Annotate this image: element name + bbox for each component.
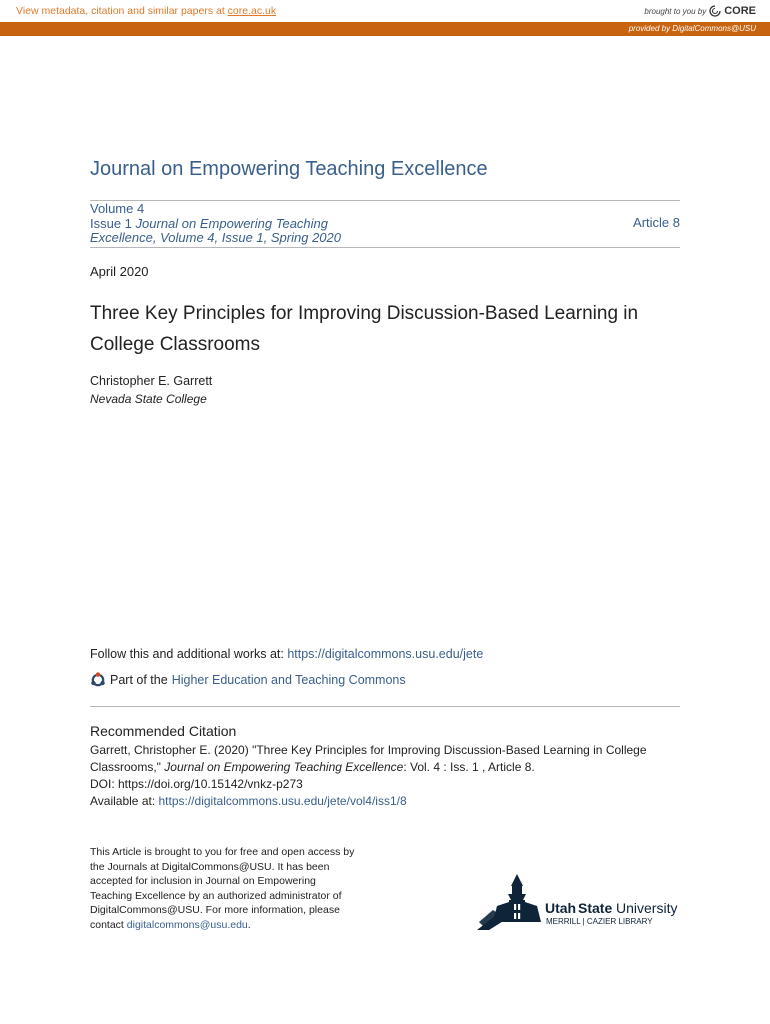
core-wordmark: CORE — [724, 5, 756, 17]
logo-utah: Utah — [545, 900, 577, 916]
citation-doi: DOI: https://doi.org/10.15142/vnkz-p273 — [90, 777, 303, 791]
publication-date: April 2020 — [90, 264, 149, 279]
metadata-text: View metadata, citation and similar papers at — [16, 5, 228, 17]
issue-link[interactable] — [90, 217, 680, 232]
contact-period: . — [247, 918, 251, 931]
access-line: accepted for inclusion in Journal on Empowering — [90, 875, 316, 888]
old-main-tower-icon — [477, 874, 541, 930]
access-line: DigitalCommons@USU. For more information, please — [90, 904, 340, 917]
provider-bar — [0, 22, 770, 36]
article-number[interactable]: Article 8 — [633, 215, 680, 230]
citation-heading: Recommended Citation — [90, 723, 237, 739]
divider-bottom — [90, 706, 680, 707]
follow-text: Follow this and additional works at: — [90, 647, 288, 661]
citation-line2-prefix: Classrooms," — [90, 760, 165, 774]
author-name: Christopher E. Garrett — [90, 374, 213, 388]
citation-journal: Journal on Empowering Teaching Excellence — [164, 760, 404, 774]
part-of-text: Part of the — [110, 673, 168, 687]
follow-line — [90, 647, 483, 661]
citation-line1: Garrett, Christopher E. (2020) "Three Key Principles for Improving Discussion-Based Learning in College — [90, 743, 647, 757]
journal-title[interactable]: Journal on Empowering Teaching Excellence — [90, 158, 488, 180]
logo-state: State — [578, 900, 613, 916]
article-title: Three Key Principles for Improving Discussion-Based Learning in College Classrooms — [90, 303, 639, 355]
logo-university: University — [616, 900, 678, 916]
volume-block — [90, 202, 680, 246]
commons-network-icon — [90, 672, 106, 688]
citation-available — [90, 793, 690, 810]
divider-top — [90, 200, 680, 201]
journal-link[interactable]: https://digitalcommons.usu.edu/jete — [287, 647, 484, 661]
citation-line2 — [90, 759, 690, 776]
divider-mid — [90, 247, 680, 248]
brought-by — [644, 5, 756, 17]
brought-by-text: brought to you by — [644, 6, 707, 16]
issue-name-line2[interactable]: Excellence, Volume 4, Issue 1, Spring 2020 — [90, 230, 341, 245]
logo-library: MERRILL | CAZIER LIBRARY — [546, 917, 653, 926]
issue-label: Issue 1 — [90, 215, 136, 231]
contact-text: contact — [90, 918, 127, 931]
metadata-notice — [16, 5, 276, 17]
volume-link[interactable]: Volume 4 — [90, 201, 145, 216]
access-statement — [90, 845, 390, 933]
available-text: Available at: — [90, 794, 159, 808]
author-affiliation: Nevada State College — [90, 392, 207, 406]
commons-link[interactable]: Higher Education and Teaching Commons — [171, 673, 406, 687]
provided-by-text: provided by DigitalCommons@USU — [628, 24, 756, 33]
core-logo-icon — [709, 5, 721, 17]
usu-library-logo — [475, 870, 690, 934]
contact-email-link[interactable]: digitalcommons@usu.edu — [126, 918, 248, 931]
access-line: the Journals at DigitalCommons@USU. It has been — [90, 860, 330, 873]
core-link[interactable]: core.ac.uk — [227, 5, 277, 17]
issue-name-line1: Journal on Empowering Teaching — [135, 215, 329, 231]
citation-block — [90, 742, 690, 810]
part-of-line — [90, 672, 406, 688]
article-link[interactable]: https://digitalcommons.usu.edu/jete/vol4/iss1/8 — [158, 794, 407, 808]
access-line: Teaching Excellence by an authorized administrator of — [90, 889, 342, 902]
access-line: This Article is brought to you for free and open access by — [90, 846, 355, 858]
citation-line2-suffix: : Vol. 4 : Iss. 1 , Article 8. — [403, 760, 535, 774]
access-line — [90, 918, 390, 933]
core-banner — [0, 0, 770, 22]
